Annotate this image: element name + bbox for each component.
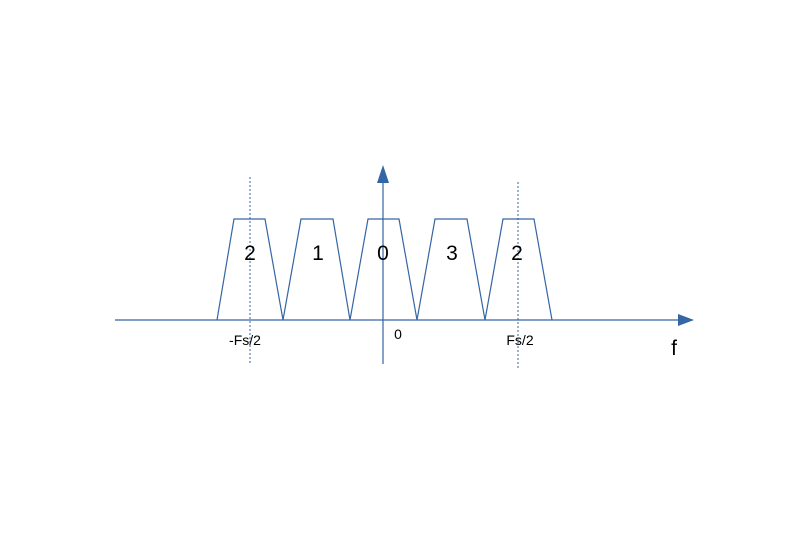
band-label: 3 <box>446 242 458 265</box>
frequency-axis-label: f <box>671 337 677 360</box>
frequency-axis-arrowhead <box>678 314 694 326</box>
marker-label-neg-fs2: -Fs/2 <box>229 332 261 348</box>
band-label: 0 <box>377 242 389 265</box>
band-label: 2 <box>244 242 256 265</box>
band-shape <box>283 219 350 320</box>
band-label: 2 <box>511 242 523 265</box>
marker-label-pos-fs2: Fs/2 <box>506 332 534 348</box>
amplitude-axis-arrowhead <box>377 165 389 183</box>
band-shape <box>417 219 485 320</box>
band-label: 1 <box>312 242 324 265</box>
origin-label: 0 <box>394 326 402 342</box>
